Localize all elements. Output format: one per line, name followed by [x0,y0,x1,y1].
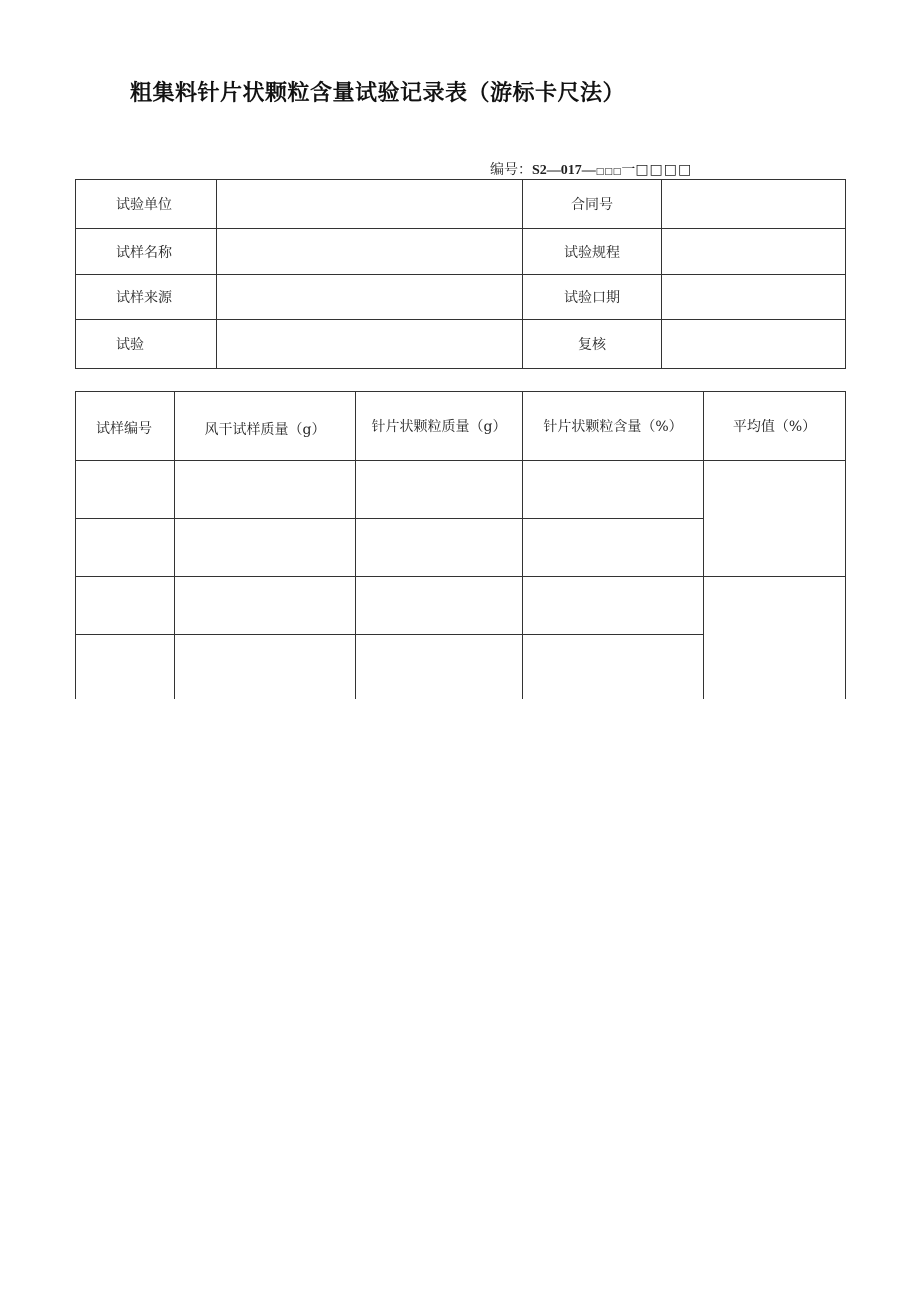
header-average: 平均值（%） [704,392,846,461]
label-tester: 试验 [76,320,217,369]
cell-dry-mass[interactable] [175,461,356,519]
info-row-sample-source [76,275,846,320]
cell-flaky-mass[interactable] [356,461,523,519]
header-dry-mass: 风干试样质量（g） [175,392,356,461]
cell-sample-no[interactable] [76,519,175,577]
page-title: 粗集料针片状颗粒含量试验记录表（游标卡尺法） [130,81,626,106]
document-number-small-boxes: □□□ [595,167,622,177]
document-number [490,159,692,179]
label-sample-name: 试样名称 [76,229,217,275]
cell-sample-no[interactable] [76,635,175,700]
page-cutoff [0,699,920,719]
cell-average[interactable] [704,577,846,700]
info-row-tester [76,320,846,369]
label-reviewer: 复核 [523,320,662,369]
cell-flaky-mass[interactable] [356,577,523,635]
document-number-large-boxes: □□□□ [635,162,693,178]
label-test-procedure: 试验规程 [523,229,662,275]
cell-flaky-content[interactable] [523,519,704,577]
cell-flaky-mass[interactable] [356,519,523,577]
info-row-sample-name [76,229,846,275]
field-sample-name[interactable] [217,229,523,275]
header-sample-no: 试样编号 [76,392,175,461]
info-table [75,179,846,369]
label-test-unit: 试验单位 [76,180,217,229]
cell-dry-mass[interactable] [175,519,356,577]
field-sample-source[interactable] [217,275,523,320]
data-table [75,391,846,700]
cell-dry-mass[interactable] [175,577,356,635]
header-flaky-mass: 针片状颗粒质量（g） [356,392,523,461]
cell-flaky-mass[interactable] [356,635,523,700]
label-contract-no: 合同号 [523,180,662,229]
table-row [76,577,846,635]
info-row-unit [76,180,846,229]
document-number-dash: 一 [621,162,636,178]
document-number-label: 编号： [490,162,532,178]
cell-flaky-content[interactable] [523,577,704,635]
label-test-date: 试验口期 [523,275,662,320]
cell-sample-no[interactable] [76,577,175,635]
cell-dry-mass[interactable] [175,635,356,700]
cell-average[interactable] [704,461,846,577]
cell-flaky-content[interactable] [523,461,704,519]
cell-flaky-content[interactable] [523,635,704,700]
table-row [76,461,846,519]
document-number-code: S2—017— [532,163,596,178]
header-flaky-content: 针片状颗粒含量（%） [523,392,704,461]
field-tester[interactable] [217,320,523,369]
field-test-unit[interactable] [217,180,523,229]
field-test-procedure[interactable] [662,229,846,275]
data-table-header [76,392,846,461]
field-reviewer[interactable] [662,320,846,369]
field-test-date[interactable] [662,275,846,320]
label-sample-source: 试样来源 [76,275,217,320]
cell-sample-no[interactable] [76,461,175,519]
field-contract-no[interactable] [662,180,846,229]
